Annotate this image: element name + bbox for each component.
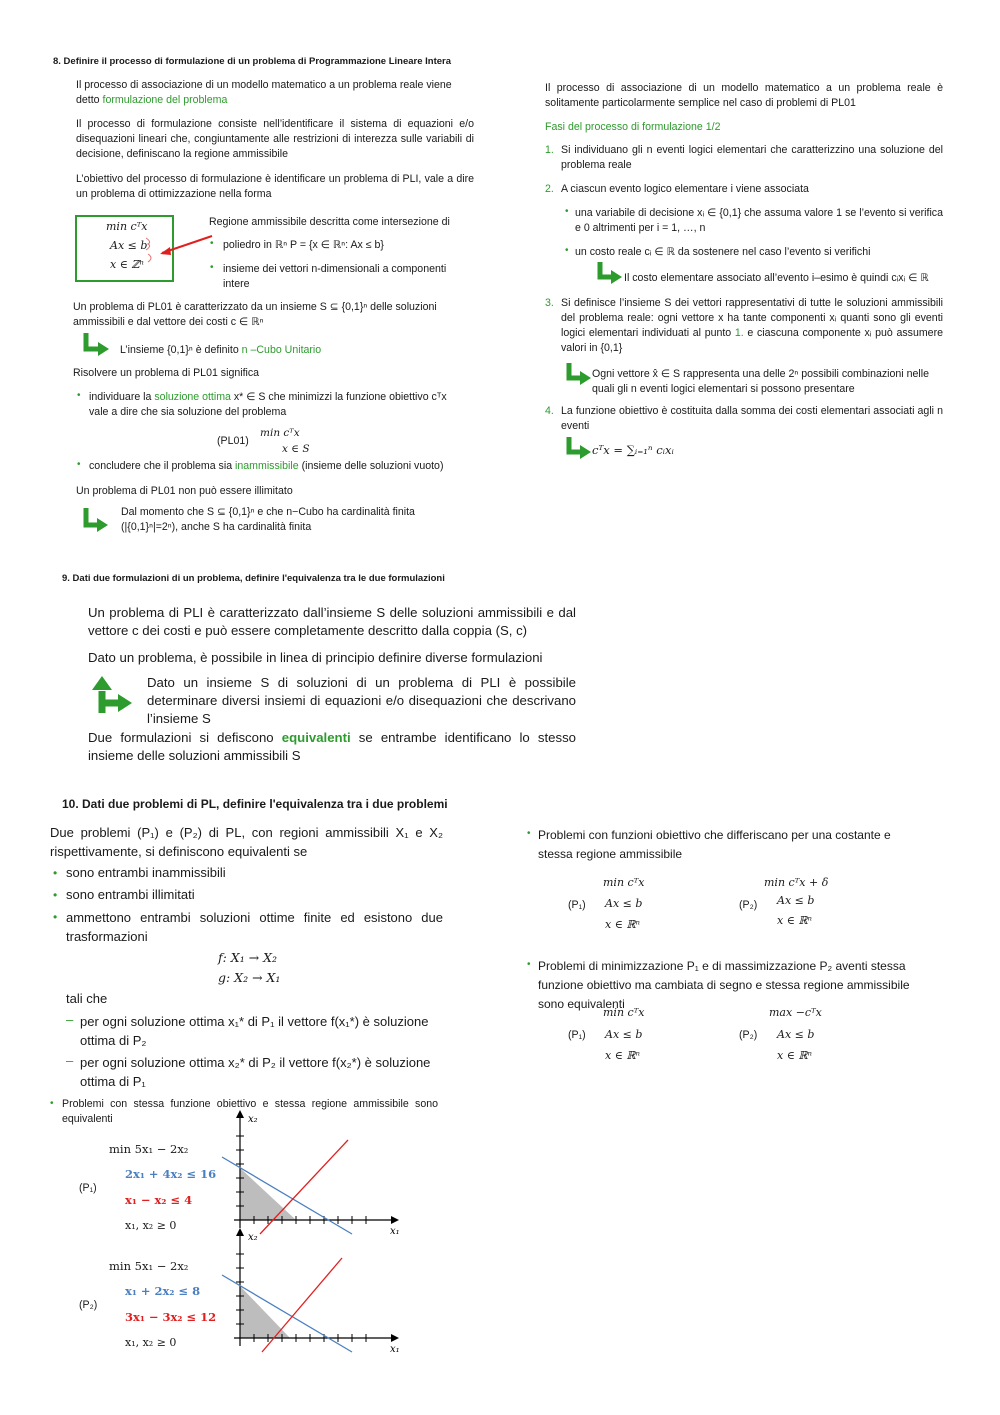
bullet-dot: • bbox=[53, 888, 58, 902]
rb1-p2-label: (P₂) bbox=[739, 899, 758, 911]
arrow-icon bbox=[82, 507, 110, 533]
q8-p5: Risolvere un problema di PL01 significa bbox=[73, 367, 260, 379]
q8-p1 bbox=[76, 78, 476, 108]
step-1-number: 1. bbox=[545, 144, 554, 156]
arrow-icon bbox=[92, 673, 134, 715]
q10-tali: tali che bbox=[66, 991, 108, 1006]
bullet-dot: • bbox=[565, 206, 569, 217]
region-bullet-2-line2: intere bbox=[223, 278, 250, 290]
bullet-dot: • bbox=[50, 1098, 54, 1109]
bullet-dot: • bbox=[565, 245, 569, 256]
rb2-p2-domain: x ∈ ℝⁿ bbox=[777, 1049, 812, 1062]
p2-feasible-region-plot bbox=[220, 1228, 410, 1353]
pli-integrality: x ∈ ℤⁿ bbox=[110, 258, 144, 271]
q10-b1: sono entrambi inammissibili bbox=[66, 865, 226, 880]
q10-b2: sono entrambi illimitati bbox=[66, 887, 195, 902]
q8-b2-c: (insieme delle soluzioni vuoto) bbox=[298, 460, 444, 472]
map-g: g: X₂ → X₁ bbox=[218, 970, 281, 985]
map-f: f: X₁ → X₂ bbox=[218, 950, 278, 965]
p1-objective: min 5x₁ − 2x₂ bbox=[109, 1142, 189, 1156]
q9-arrow-text: Dato un insieme S di soluzioni di un problema di PLI è possibile determinare diversi insiemi di equazioni e/o disequazioni che descrivano l’insieme S bbox=[147, 675, 576, 726]
step-3-ref: 1. bbox=[734, 327, 744, 339]
p1-axis-x2-label: x₂ bbox=[248, 1114, 258, 1125]
q10-d2: per ogni soluzione ottima x₂* di P₂ il vettore f(x₂*) è soluzione ottima di P₁ bbox=[80, 1055, 431, 1089]
step-1: Si individuano gli n eventi logici elementari che caratterizzino una soluzione del problema reale bbox=[561, 144, 943, 171]
q10-title: 10. Dati due problemi di PL, definire l'equivalenza tra i due problemi bbox=[62, 797, 448, 811]
rb2-p2-constraint: Ax ≤ b bbox=[777, 1028, 815, 1041]
bullet-dot: • bbox=[53, 866, 58, 880]
q9-p2: Dato un problema, è possibile in linea di principio definire diverse formulazioni bbox=[88, 650, 543, 665]
bullet-dot: • bbox=[210, 238, 214, 249]
rb2-p1-domain: x ∈ ℝⁿ bbox=[605, 1049, 640, 1062]
p1-feasible-region-plot bbox=[220, 1110, 410, 1235]
step-3-arrow-text: Ogni vettore x̂ ∈ S rappresenta una delle 2ⁿ possibili combinazioni nelle quali gli n eventi logici elementari si possono presentare bbox=[592, 368, 929, 395]
step-4-number: 4. bbox=[545, 405, 554, 417]
rb1-p2-objective: min cᵀx + δ bbox=[764, 876, 829, 889]
p1-nonneg: x₁, x₂ ≥ 0 bbox=[125, 1219, 177, 1232]
q8-b1-c: x* ∈ S che minimizzi la funzione obiettivo cᵀx bbox=[230, 391, 447, 403]
rb1-p1-constraint: Ax ≤ b bbox=[605, 897, 643, 910]
step-3-text: Si definisce l’insieme S dei vettori rappresentativi di tutte le soluzioni ammissibili del problema reale: ogni vettore x ha tante componenti xᵢ quanti sono gli eventi logici elementari individuati al punto bbox=[561, 297, 943, 339]
rb2-p1-objective: min cᵀx bbox=[603, 1006, 645, 1019]
pl01-label: (PL01) bbox=[217, 435, 249, 447]
p2-constraint-2: 3x₁ − 3x₂ ≤ 12 bbox=[125, 1310, 217, 1324]
bullet-dot: • bbox=[77, 459, 81, 470]
step-2-arrow-text: Il costo elementare associato all’evento i–esimo è quindi cᵢxᵢ ∈ ℝ bbox=[624, 272, 929, 284]
p2-constraint-1: x₁ + 2x₂ ≤ 8 bbox=[125, 1284, 201, 1298]
cube-def-text: L’insieme {0,1}ⁿ è definito bbox=[120, 344, 242, 356]
region-bullet-2-line1: insieme dei vettori n-dimensionali a componenti bbox=[223, 263, 447, 275]
p1-label: (P₁) bbox=[79, 1182, 97, 1194]
arrow-icon bbox=[565, 436, 593, 460]
rb2-p2-objective: max −cᵀx bbox=[769, 1006, 822, 1019]
step-2-bullet-1: una variabile di decisione xᵢ ∈ {0,1} che assuma valore 1 se l’evento si verifica e 0 altrimenti per i = 1, …, n bbox=[575, 207, 943, 234]
rb1-p1-label: (P₁) bbox=[568, 899, 586, 911]
q8-b1 bbox=[89, 390, 489, 420]
p2-label: (P₂) bbox=[79, 1299, 98, 1311]
q9-p1: Un problema di PLI è caratterizzato dall’insieme S delle soluzioni ammissibili e dal vettore c dei costi e può essere completamente descritto dalla coppia (S, c) bbox=[88, 605, 576, 638]
q8-b2-a: concludere che il problema sia bbox=[89, 460, 236, 472]
p2-objective: min 5x₁ − 2x₂ bbox=[109, 1259, 189, 1273]
q8-p4 bbox=[73, 300, 483, 330]
q9-p3 bbox=[88, 729, 576, 765]
p2-axis-x2-label: x₂ bbox=[248, 1232, 258, 1243]
bullet-dot: • bbox=[527, 828, 531, 839]
q8-b2-term: inammissibile bbox=[235, 460, 299, 472]
q8-p4-line2: ammissibili e dal vettore dei costi c ∈ ℝⁿ bbox=[73, 316, 264, 328]
region-bullet-1: poliedro in ℝⁿ P = {x ∈ ℝⁿ: Ax ≤ b} bbox=[223, 239, 384, 251]
q10-b3: ammettono entrambi soluzioni ottime finite ed esistono due trasformazioni bbox=[66, 910, 443, 944]
step-3 bbox=[561, 296, 943, 356]
step-4: La funzione obiettivo è costituita dalla somma dei costi elementari associati agli n eventi bbox=[561, 405, 943, 432]
q8-arrow2-line2: (|{0,1}ⁿ|=2ⁿ), anche S ha cardinalità finita bbox=[121, 521, 312, 533]
q8-r1: Il processo di associazione di un modello matematico a un problema reale è solitamente particolarmente semplice nel caso di problemi di PL01 bbox=[545, 82, 943, 109]
step-2: A ciascun evento logico elementare i viene associata bbox=[561, 183, 809, 195]
rb2-p1-constraint: Ax ≤ b bbox=[605, 1028, 643, 1041]
q8-p2: Il processo di formulazione consiste nell’identificare il sistema di equazioni e/o disequazioni lineari che, congiuntamente alle restrizioni di interezza sulle variabili di decisione, definiscano la regione ammissibile bbox=[76, 118, 474, 160]
cube-def-term: n –Cubo Unitario bbox=[241, 344, 322, 356]
pl01-objective: min cᵀx bbox=[260, 427, 300, 439]
q8-p1-text: Il processo di associazione di un modello matematico a un problema reale viene bbox=[76, 79, 452, 91]
objective-formula: cᵀx = ∑ᵢ₌₁ⁿ cᵢxᵢ bbox=[592, 443, 674, 457]
arrow-icon bbox=[565, 362, 593, 386]
step-3-number: 3. bbox=[545, 297, 554, 309]
region-title: Regione ammissibile descritta come intersezione di bbox=[209, 216, 450, 228]
bullet-dot: • bbox=[53, 910, 58, 924]
pli-objective: min cᵀx bbox=[106, 220, 148, 233]
q8-b1-term: soluzione ottima bbox=[154, 391, 231, 403]
q8-p3: L’obiettivo del processo di formulazione è identificare un problema di PLI, vale a dire un problema di ottimizzazione nella forma bbox=[76, 173, 474, 200]
rb2-p2-label: (P₂) bbox=[739, 1029, 758, 1041]
pli-constraint: Ax ≤ b bbox=[110, 239, 148, 252]
cube-def bbox=[120, 343, 321, 358]
q8-p1-detto: detto bbox=[76, 94, 103, 106]
q8-p1-term: formulazione del problema bbox=[102, 94, 228, 106]
q10-rb1: Problemi con funzioni obiettivo che differiscano per una costante e stessa regione ammissibile bbox=[538, 828, 891, 861]
p1-axis-x1-label: x₁ bbox=[390, 1226, 400, 1235]
step-2-bullet-2: un costo reale cᵢ ∈ ℝ da sostenere nel caso l’evento si verifichi bbox=[575, 246, 871, 258]
arrow-icon bbox=[83, 332, 111, 356]
rb1-p1-objective: min cᵀx bbox=[603, 876, 645, 889]
p1-constraint-2: x₁ − x₂ ≤ 4 bbox=[125, 1193, 193, 1207]
rb2-p1-label: (P₁) bbox=[568, 1029, 586, 1041]
bullet-dot: • bbox=[527, 959, 531, 970]
q10-rb2: Problemi di minimizzazione P₁ e di massimizzazione P₂ aventi stessa funzione obiettivo ma cambiata di segno e stessa regione ammissibile sono equivalenti bbox=[538, 959, 910, 1011]
p2-axis-x1-label: x₁ bbox=[390, 1344, 400, 1353]
q10-d1: per ogni soluzione ottima x₁* di P₁ il vettore f(x₁*) è soluzione ottima di P₂ bbox=[80, 1014, 429, 1048]
q10-b4: Problemi con stessa funzione obiettivo e stessa regione ammissibile sono equivalenti bbox=[62, 1098, 438, 1125]
rb1-p2-domain: x ∈ ℝⁿ bbox=[777, 914, 812, 927]
arrow-icon bbox=[596, 261, 624, 285]
q9-p3-c: se entrambe identificano lo stesso insieme delle soluzioni ammissibili S bbox=[88, 730, 577, 763]
rb1-p1-domain: x ∈ ℝⁿ bbox=[605, 918, 640, 931]
q10-intro: Due problemi (P₁) e (P₂) di PL, con regioni ammissibili X₁ e X₂ rispettivamente, si definiscono equivalenti se bbox=[50, 825, 443, 859]
q9-p3-a: Due formulazioni si defiscono bbox=[88, 730, 282, 745]
q8-p4-line1: Un problema di PL01 è caratterizzato da un insieme S ⊆ {0,1}ⁿ delle soluzioni bbox=[73, 301, 437, 313]
phase-title: Fasi del processo di formulazione 1/2 bbox=[545, 121, 721, 133]
step-2-number: 2. bbox=[545, 183, 554, 195]
q9-p3-term: equivalenti bbox=[281, 730, 351, 745]
region-arrow bbox=[140, 228, 220, 268]
q8-arrow2 bbox=[121, 505, 471, 535]
q8-b1-a: individuare la bbox=[89, 391, 155, 403]
bullet-dot: • bbox=[77, 390, 81, 401]
q9-title: 9. Dati due formulazioni di un problema, definire l'equivalenza tra le due formulazioni bbox=[62, 573, 445, 584]
dash-marker: – bbox=[66, 1012, 74, 1027]
bullet-dot: • bbox=[210, 262, 214, 273]
rb1-p2-constraint: Ax ≤ b bbox=[777, 894, 815, 907]
step-3-text-end: e ciascuna componente xᵢ può assumere valori in {0,1} bbox=[561, 327, 943, 354]
pl01-constraint: x ∈ S bbox=[282, 443, 310, 455]
q8-b2 bbox=[89, 459, 443, 474]
region-bullet-2 bbox=[223, 262, 446, 292]
q8-arrow2-line1: Dal momento che S ⊆ {0,1}ⁿ e che n−Cubo ha cardinalità finita bbox=[121, 506, 415, 518]
p2-nonneg: x₁, x₂ ≥ 0 bbox=[125, 1336, 177, 1349]
q8-b1-d: vale a dire che sia soluzione del problema bbox=[89, 406, 287, 418]
p1-constraint-1: 2x₁ + 4x₂ ≤ 16 bbox=[125, 1167, 217, 1181]
dash-marker: – bbox=[66, 1053, 74, 1068]
q8-title: 8. Definire il processo di formulazione di un problema di Programmazione Lineare Intera bbox=[53, 56, 452, 67]
q8-p6: Un problema di PL01 non può essere illimitato bbox=[76, 485, 293, 497]
